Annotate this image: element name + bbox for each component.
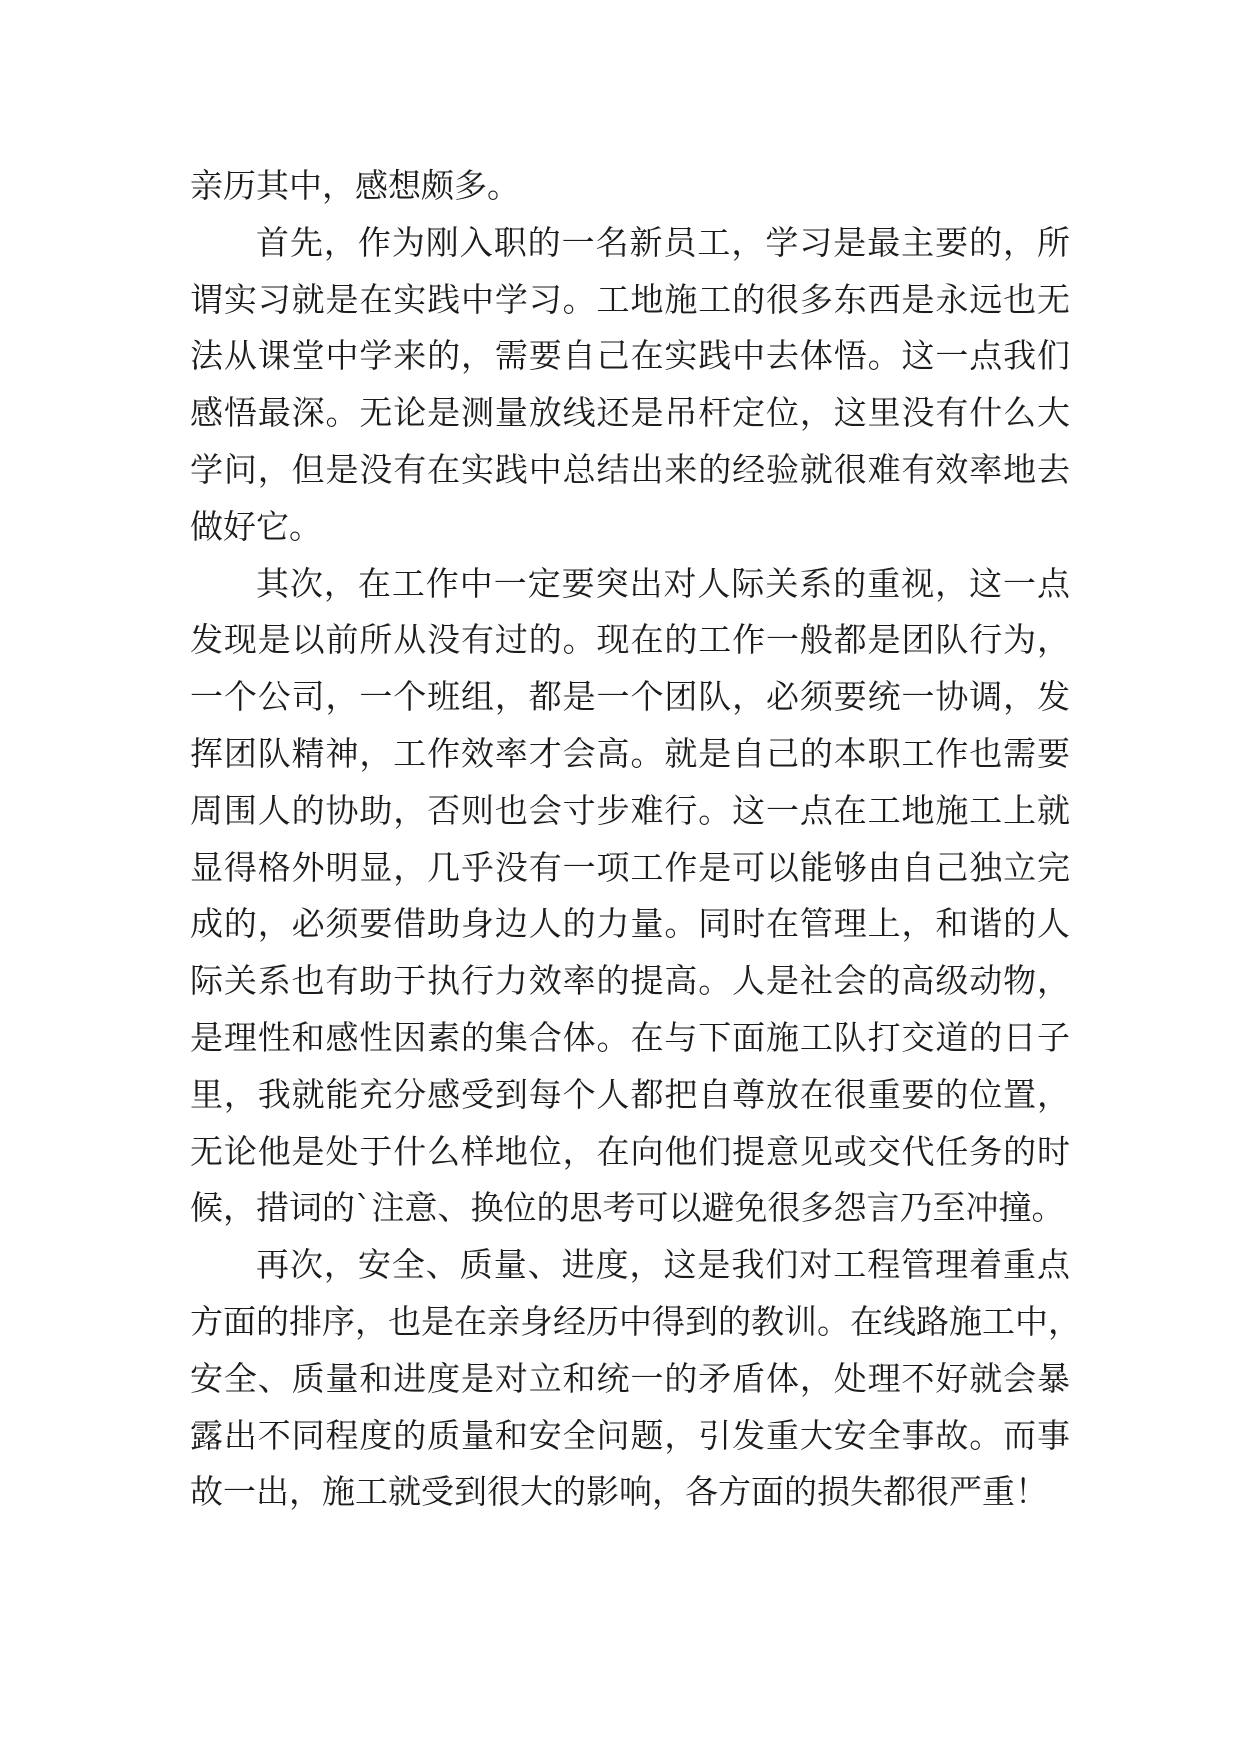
text-line: 故一出，施工就受到很大的影响，各方面的损失都很严重！ <box>190 1472 1048 1512</box>
text-line: 候，措词的`注意、换位的思考可以避免很多怨言乃至冲撞。 <box>190 1188 1065 1228</box>
text-line: 再次，安全、质量、进度，这是我们对工程管理着重点 <box>256 1245 1070 1285</box>
text-line: 亲历其中，感想颇多。 <box>190 166 520 205</box>
text-line: 里，我就能充分感受到每个人都把自尊放在很重要的位置， <box>190 1074 1070 1114</box>
text-line: 首先，作为刚入职的一名新员工，学习是最主要的，所 <box>256 222 1070 262</box>
text-line: 显得格外明显，几乎没有一项工作是可以能够由自己独立完 <box>190 847 1070 887</box>
text-line: 发现是以前所从没有过的。现在的工作一般都是团队行为， <box>190 620 1070 660</box>
text-line: 方面的排序，也是在亲身经历中得到的教训。在线路施工中， <box>190 1301 1081 1341</box>
text-line: 学问，但是没有在实践中总结出来的经验就很难有效率地去 <box>190 449 1070 489</box>
text-line: 做好它。 <box>190 506 322 546</box>
text-line: 成的，必须要借助身边人的力量。同时在管理上，和谐的人 <box>190 904 1070 944</box>
paragraph-4 <box>190 1237 1081 1521</box>
paragraph-3 <box>190 556 1070 1238</box>
document-body <box>190 158 1081 1521</box>
paragraph-1 <box>190 158 1070 215</box>
paragraph-2 <box>190 215 1070 556</box>
text-line: 谓实习就是在实践中学习。工地施工的很多东西是永远也无 <box>190 279 1070 319</box>
text-line: 安全、质量和进度是对立和统一的矛盾体，处理不好就会暴 <box>190 1358 1070 1398</box>
text-line: 无论他是处于什么样地位，在向他们提意见或交代任务的时 <box>190 1131 1070 1171</box>
text-line: 挥团队精神，工作效率才会高。就是自己的本职工作也需要 <box>190 733 1070 773</box>
text-line: 法从课堂中学来的，需要自己在实践中去体悟。这一点我们 <box>190 336 1070 376</box>
text-line: 感悟最深。无论是测量放线还是吊杆定位，这里没有什么大 <box>190 393 1070 433</box>
text-line: 其次，在工作中一定要突出对人际关系的重视，这一点 <box>256 563 1070 603</box>
text-line: 露出不同程度的质量和安全问题，引发重大安全事故。而事 <box>190 1415 1070 1455</box>
text-line: 际关系也有助于执行力效率的提高。人是社会的高级动物， <box>190 961 1070 1001</box>
text-line: 是理性和感性因素的集合体。在与下面施工队打交道的日子 <box>190 1017 1070 1057</box>
text-line: 周围人的协助，否则也会寸步难行。这一点在工地施工上就 <box>190 790 1070 830</box>
text-line: 一个公司，一个班组，都是一个团队，必须要统一协调，发 <box>190 677 1070 717</box>
